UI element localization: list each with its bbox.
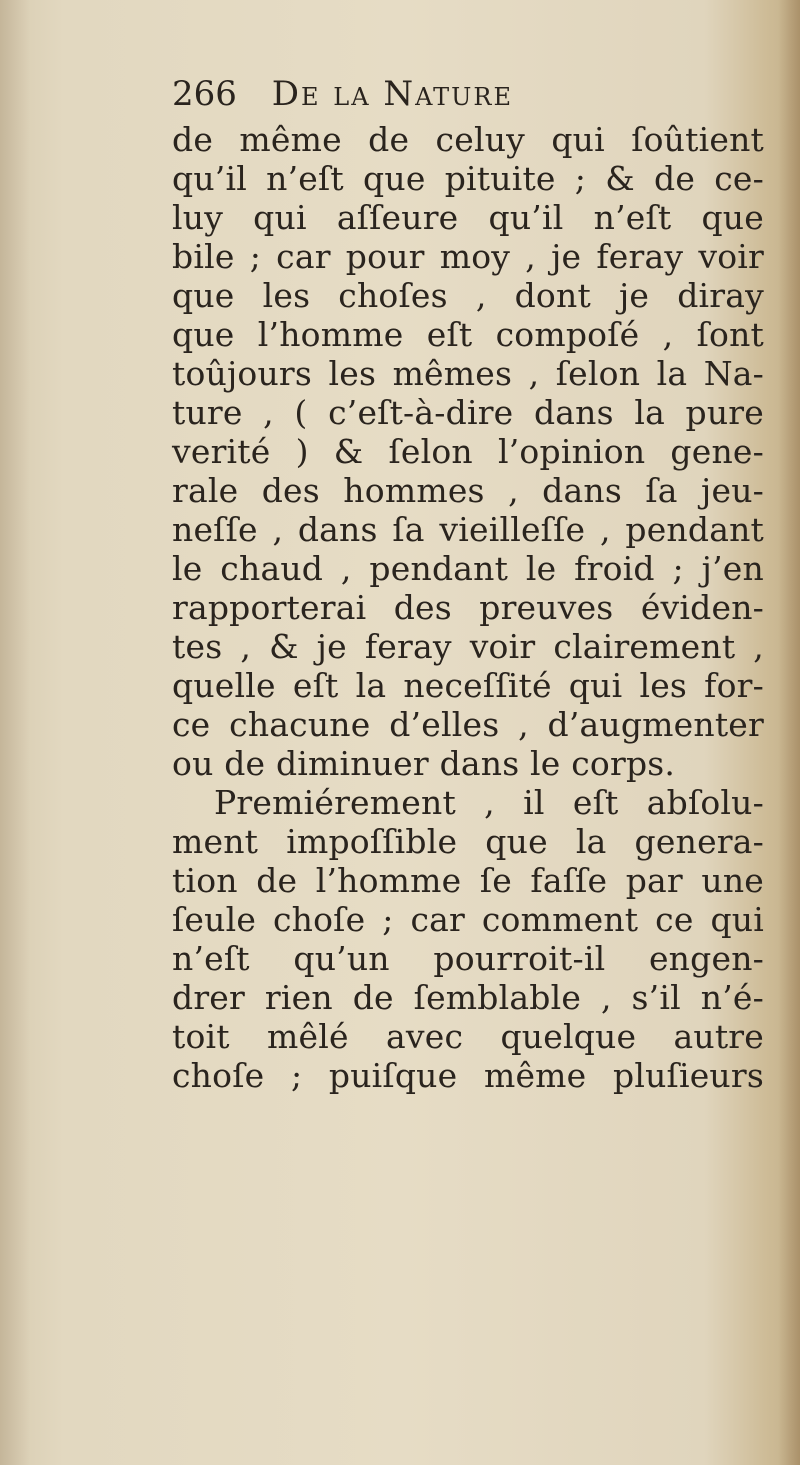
text-line: qu’il n’eſt que pituite ; & de ce- (172, 159, 764, 198)
text-line: n’eſt qu’un pourroit-il engen- (172, 939, 764, 978)
text-line: toit mêlé avec quelque autre (172, 1017, 764, 1056)
text-line: tes , & je feray voir clairement , (172, 627, 764, 666)
text-block (172, 68, 764, 1095)
text-line: tion de l’homme ſe faſſe par une (172, 861, 764, 900)
text-line: le chaud , pendant le froid ; j’en (172, 549, 764, 588)
page-edge-shadow (778, 0, 800, 1465)
running-title: De la Nature (271, 74, 513, 114)
text-line: ce chacune d’elles , d’augmenter (172, 705, 764, 744)
page-number: 266 (172, 74, 237, 114)
text-line: luy qui aſſeure qu’il n’eſt que (172, 198, 764, 237)
text-line: rapporterai des preuves éviden- (172, 588, 764, 627)
paragraph-2 (172, 783, 764, 1095)
text-line: drer rien de ſemblable , s’il n’é- (172, 978, 764, 1017)
text-line: ment impoſſible que la genera- (172, 822, 764, 861)
text-line: ou de diminuer dans le corps. (172, 744, 676, 783)
paragraph-1 (172, 120, 764, 783)
text-line: ture , ( c’eſt-à-dire dans la pure (172, 393, 764, 432)
text-line: ſeule choſe ; car comment ce qui (172, 900, 764, 939)
text-line: rale des hommes , dans ſa jeu- (172, 471, 764, 510)
text-line: de même de celuy qui ſoûtient (172, 120, 764, 159)
text-line: verité ) & ſelon l’opinion gene- (172, 432, 764, 471)
running-head (172, 68, 764, 120)
page-gutter-shadow (0, 0, 30, 1465)
text-line: que les choſes , dont je diray (172, 276, 764, 315)
text-line: neſſe , dans ſa vieilleſſe , pendant (172, 510, 764, 549)
text-line: bile ; car pour moy , je feray voir (172, 237, 764, 276)
text-line: quelle eſt la neceſſité qui les for- (172, 666, 764, 705)
text-line: toûjours les mêmes , ſelon la Na- (172, 354, 764, 393)
text-line: que l’homme eſt compoſé , ſont (172, 315, 764, 354)
text-line: Premiérement , il eſt abſolu- (214, 783, 764, 822)
text-line: choſe ; puiſque même pluſieurs (172, 1056, 764, 1095)
